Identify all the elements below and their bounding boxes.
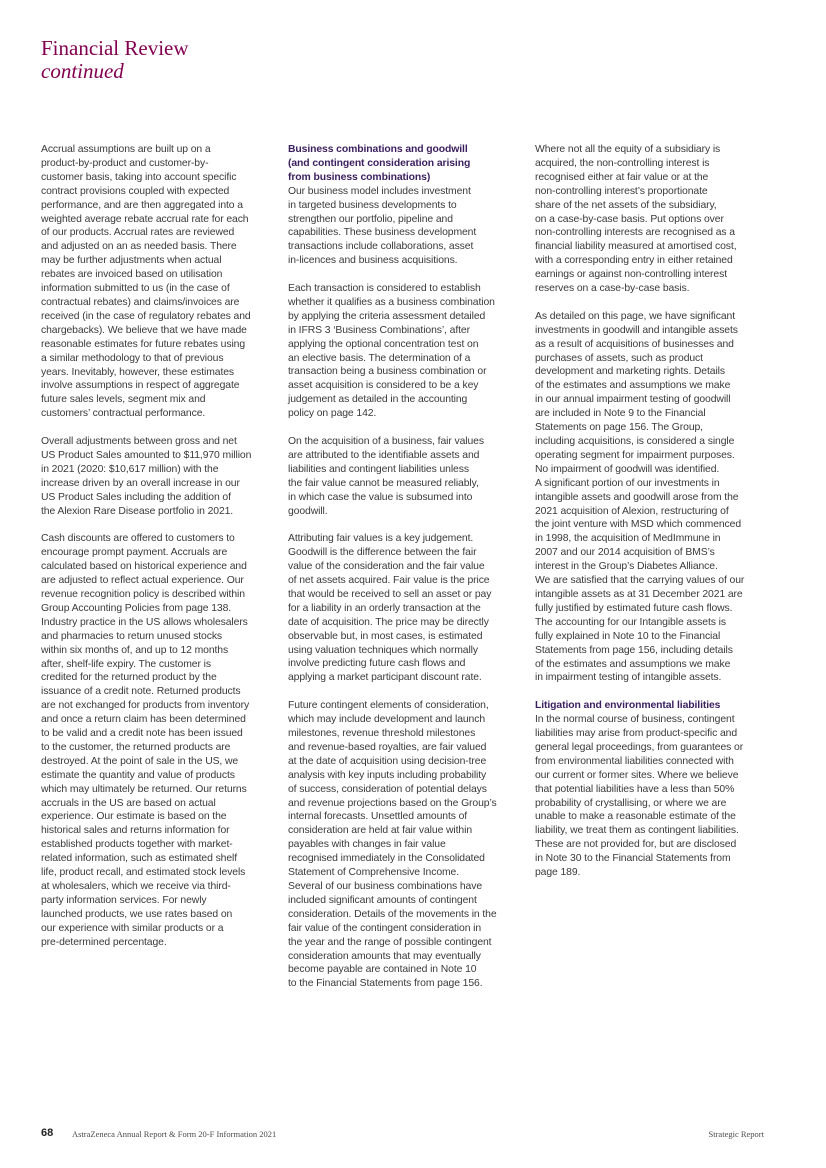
page-number: 68: [41, 1127, 54, 1139]
paragraph-non-controlling-interest: Where not all the equity of a subsidiary is acquired, the non-controlling interest is recognised either at fair value or at the non-controlling interest’s proportionate share of the net assets of the subsidiary, on a case-by-case basis. Put options over non-controlling interests are recognised as a financial liability measured at amortised cost, with a corresponding entry in either retained earnings or against non-controlling interest reserves on a case-by-case basis.: [535, 144, 737, 295]
page-subtitle: continued: [41, 59, 124, 83]
paragraph-contingent-liabilities: In the normal course of business, contingent liabilities may arise from product-specific and general legal proceedings, from guarantees or from environmental liabilities connected with our current or former sites. Where we believe that potential liabilities have a less than 50% probability of crystallising, or where we are unable to make a reasonable estimate of the liability, we treat them as contingent liabilities. These are not provided for, but are disclosed in Note 30 to the Financial Statements from page 189.: [535, 714, 744, 879]
section-name: Strategic Report: [708, 1129, 764, 1139]
paragraph-goodwill-intangibles: As detailed on this page, we have significant investments in goodwill and intangible assets as a result of acquisitions of businesses and purchases of assets, such as product development and marketing rights. Details of the estimates and assumptions we make in our annual impairment testing of goodwill are included in Note 9 to the Financial Statements on page 156. The Group, including acquisitions, is considered a single operating segment for impairment purposes. No impairment of goodwill was identified. A significant portion of our investments in intangible assets and goodwill arose from the 2021 acquisition of Alexion, restructuring of the joint venture with MSD which commenced in 1998, the acquisition of MedImmune in 2007 and our 2014 acquisition of BMS’s interest in the Group’s Diabetes Alliance. We are satisfied that the carrying values of our intangible assets as at 31 December 2021 are fully justified by estimated future cash flows. The accounting for our Intangible assets is fully explained in Note 10 to the Financial Statements from page 156, including details of the estimates and assumptions we make in impairment testing of intangible assets.: [535, 310, 745, 684]
section-heading-litigation: Litigation and environmental liabilities: [535, 700, 721, 712]
page-header: [41, 37, 189, 83]
text-column-middle: [288, 143, 521, 1005]
paragraph-cash-discounts: Cash discounts are offered to customers to encourage prompt payment. Accruals are calculated based on historical experience and are adjusted to reflect actual experience. Our revenue recognition policy is described within Group Accounting Policies from page 138. Industry practice in the US allows wholesalers and pharmacies to return unused stocks within six months of, and up to 12 months after, shelf-life expiry. The customer is credited for the returned product by the issuance of a credit note. Returned products are not exchanged for products from inventory and once a return claim has been determined to be valid and a credit note has been issued to the customer, the returned products are destroyed. At the point of sale in the US, we estimate the quantity and value of products which may ultimately be returned. Our returns accruals in the US are based on actual experience. Our estimate is based on the historical sales and returns information for established products together with market- related information, such as estimated shelf life, product recall, and estimated stock levels at wholesalers, which we receive via third- party information services. For newly launched products, we use rates based on our experience with similar products or a pre-determined percentage.: [41, 533, 250, 948]
paragraph-transaction-assessment: Each transaction is considered to establish whether it qualifies as a business combination by applying the criteria assessment detailed in IFRS 3 ‘Business Combinations’, after applying the optional concentration test on an elective basis. The determination of a transaction being a business combination or asset acquisition is considered to be a key judgement as detailed in the accounting policy on page 142.: [288, 283, 495, 420]
text-column-left: [41, 143, 274, 963]
paragraph-accrual-assumptions: Accrual assumptions are built up on a product-by-product and customer-by- customer basis, taking into account specific contract provisions coupled with expected performance, and are then aggregated into a weighted average rebate accrual rate for each of our products. Accrual rates are reviewed and adjusted on an as needed basis. There may be further adjustments when actual rebates are invoiced based on utilisation information submitted to us (in the case of contractual rebates) and claims/invoices are received (in the case of regulatory rebates and chargebacks). We believe that we have made reasonable estimates for future rebates using a similar methodology to that of previous years. Inevitably, however, these estimates involve assumptions in respect of aggregate future sales levels, segment mix and customers’ contractual performance.: [41, 144, 251, 420]
paragraph-fair-values: On the acquisition of a business, fair values are attributed to the identifiable assets and liabilities and contingent liabilities unless the fair value cannot be measured reliably, in which case the value is subsumed into goodwill.: [288, 436, 484, 517]
paragraph-overall-adjustments: Overall adjustments between gross and net US Product Sales amounted to $11,970 million in 2021 (2020: $10,617 million) with the increase driven by an overall increase in our US Product Sales including the addition of the Alexion Rare Disease portfolio in 2021.: [41, 436, 252, 517]
section-heading-business-combinations: Business combinations and goodwill (and contingent consideration arising from business combinations): [288, 144, 471, 183]
page-title: Financial Review: [41, 36, 189, 60]
page-footer: [41, 1129, 764, 1143]
paragraph-contingent-consideration: Future contingent elements of consideration, which may include development and launch milestones, revenue threshold milestones and revenue-based royalties, are fair valued at the date of acquisition using decision-tree analysis with key inputs including probability of success, consideration of potential delays and revenue projections based on the Group’s internal forecasts. Unsettled amounts of consideration are held at fair value within payables with changes in fair value recognised immediately in the Consolidated Statement of Comprehensive Income. Several of our business combinations have included significant amounts of contingent consideration. Details of the movements in the fair value of the contingent consideration in the year and the range of possible contingent consideration amounts that may eventually become payable are contained in Note 10 to the Financial Statements from page 156.: [288, 700, 497, 990]
text-column-right: [535, 143, 768, 894]
paragraph-attributing-fair-values: Attributing fair values is a key judgement. Goodwill is the difference between the fair value of the consideration and the fair value of net assets acquired. Fair value is the price that would be received to sell an asset or pay for a liability in an orderly transaction at the date of acquisition. The price may be directly observable but, in most cases, is estimated using valuation techniques which normally involve predicting future cash flows and applying a market participant discount rate.: [288, 533, 492, 684]
paragraph-business-model: Our business model includes investment in targeted business developments to strengthen our portfolio, pipeline and capabilities. These business development transactions include collaborations, asset in-licences and business acquisitions.: [288, 185, 477, 267]
publication-name: AstraZeneca Annual Report & Form 20-F Information 2021: [72, 1129, 277, 1139]
